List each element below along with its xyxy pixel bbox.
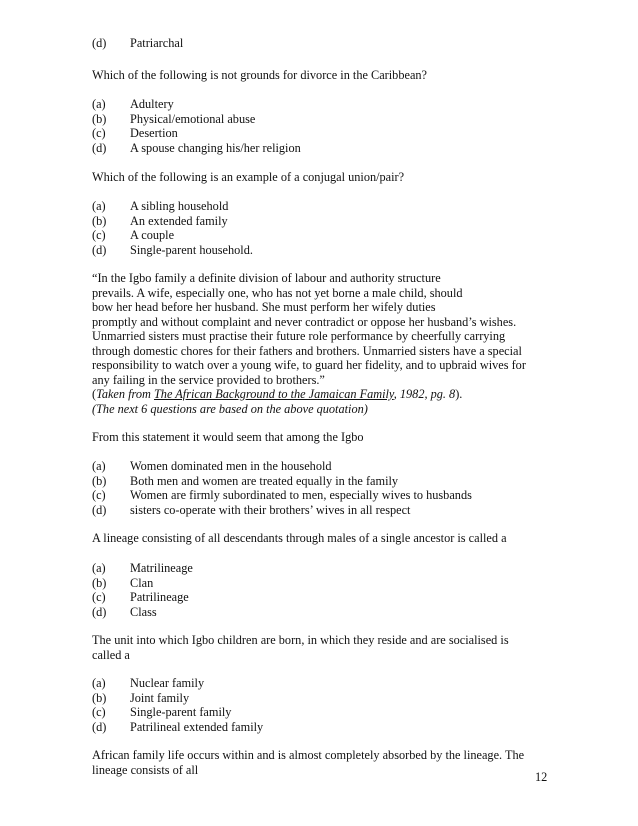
quotation-line: responsibility to watch over a young wife, to guard her fidelity, and to upbraid wives for bbox=[92, 358, 526, 372]
quotation-line: through domestic chores for their fathers and brothers. Unmarried sisters have a special bbox=[92, 343, 522, 358]
option-row bbox=[92, 691, 189, 706]
option-row bbox=[92, 503, 410, 518]
quotation-line: promptly and without complaint and never contradict or oppose her husband’s wishes. bbox=[92, 314, 517, 329]
option-label: (b) bbox=[92, 690, 107, 705]
option-label: (d) bbox=[92, 140, 107, 155]
option-row bbox=[92, 561, 193, 576]
citation-close: ). bbox=[455, 387, 463, 401]
option-label: (d) bbox=[92, 36, 107, 50]
option-label: (d) bbox=[92, 719, 107, 734]
option-label: (b) bbox=[92, 575, 107, 590]
option-row bbox=[92, 488, 472, 503]
option-row bbox=[92, 720, 263, 735]
option-row bbox=[92, 243, 253, 258]
question-stem: Which of the following is not grounds for divorce in the Caribbean? bbox=[92, 68, 428, 82]
option-text: Nuclear family bbox=[130, 676, 205, 690]
option-row bbox=[92, 112, 255, 127]
option-row bbox=[92, 214, 228, 229]
option-label: (d) bbox=[92, 502, 107, 517]
option-label: (c) bbox=[92, 488, 106, 502]
option-label: (c) bbox=[92, 590, 106, 604]
citation-prefix: Taken from bbox=[96, 387, 154, 401]
option-text: Desertion bbox=[130, 126, 178, 140]
option-text: Clan bbox=[130, 575, 154, 590]
quotation-citation bbox=[92, 387, 462, 402]
quotation-line: bow her head before her husband. She must perform her wifely duties bbox=[92, 300, 436, 314]
quotation-note bbox=[92, 402, 368, 417]
question-stem: Which of the following is an example of a conjugal union/pair? bbox=[92, 170, 405, 184]
option-text: A couple bbox=[130, 228, 175, 242]
option-text: Joint family bbox=[130, 690, 190, 705]
option-row bbox=[92, 228, 174, 243]
option-row bbox=[92, 590, 189, 605]
option-text: Patrilineal extended family bbox=[130, 719, 264, 734]
citation-open: ( bbox=[92, 387, 97, 401]
question-stem: lineage consists of all bbox=[92, 762, 199, 777]
option-row bbox=[92, 705, 231, 720]
page-number: 12 bbox=[535, 770, 548, 784]
option-row bbox=[92, 474, 398, 489]
option-text: An extended family bbox=[130, 213, 228, 228]
option-label: (d) bbox=[92, 604, 107, 619]
option-label: (c) bbox=[92, 705, 106, 719]
quotation-line: prevails. A wife, especially one, who has not yet borne a male child, should bbox=[92, 285, 463, 300]
option-text: A spouse changing his/her religion bbox=[130, 140, 301, 155]
question-stem: A lineage consisting of all descendants through males of a single ancestor is called a bbox=[92, 531, 507, 545]
option-label: (c) bbox=[92, 228, 106, 242]
option-text: Women are firmly subordinated to men, especially wives to husbands bbox=[130, 488, 472, 502]
option-label: (b) bbox=[92, 473, 107, 488]
quotation-line: “In the Igbo family a definite division of labour and authority structure bbox=[92, 271, 441, 285]
option-row bbox=[92, 126, 178, 141]
option-label: (b) bbox=[92, 111, 107, 126]
citation-title: The African Background to the Jamaican Family bbox=[153, 387, 394, 401]
question-stem: The unit into which Igbo children are born, in which they reside and are socialised is bbox=[92, 633, 509, 647]
option-text: Single-parent family bbox=[130, 705, 232, 719]
option-label: (a) bbox=[92, 97, 106, 111]
option-text: Patrilineage bbox=[130, 590, 189, 604]
option-text: sisters co-operate with their brothers’ wives in all respect bbox=[130, 502, 411, 517]
quotation-line: Unmarried sisters must practise their future role performance by cheerfully carrying bbox=[92, 329, 506, 343]
citation-suffix: , 1982, pg. 8 bbox=[393, 387, 456, 401]
option-row bbox=[92, 459, 332, 474]
option-label: (c) bbox=[92, 126, 106, 140]
option-text: Physical/emotional abuse bbox=[130, 111, 256, 126]
option-row bbox=[92, 199, 228, 214]
option-label: (a) bbox=[92, 459, 106, 473]
option-row bbox=[92, 676, 204, 691]
question-stem: called a bbox=[92, 647, 130, 662]
option-label: (b) bbox=[92, 213, 107, 228]
option-text: Class bbox=[130, 604, 157, 619]
option-row bbox=[92, 141, 301, 156]
question-stem: African family life occurs within and is almost completely absorbed by the lineage. The bbox=[92, 748, 525, 762]
option-text: Matrilineage bbox=[130, 561, 193, 575]
option-label: (d) bbox=[92, 242, 107, 257]
question-stem: From this statement it would seem that among the Igbo bbox=[92, 430, 364, 444]
option-row bbox=[92, 97, 174, 112]
option-text: Adultery bbox=[130, 97, 174, 111]
option-label: (a) bbox=[92, 676, 106, 690]
option-text: Both men and women are treated equally in the family bbox=[130, 473, 399, 488]
option-text: Patriarchal bbox=[130, 36, 184, 50]
option-row bbox=[92, 605, 157, 620]
option-text: Women dominated men in the household bbox=[130, 459, 332, 473]
option-text: Single-parent household. bbox=[130, 242, 253, 257]
option-label: (a) bbox=[92, 561, 106, 575]
quotation-note-text: (The next 6 questions are based on the above quotation) bbox=[92, 401, 368, 416]
option-row bbox=[92, 576, 153, 591]
option-label: (a) bbox=[92, 199, 106, 213]
quotation-line: any failing in the service provided to brothers.” bbox=[92, 372, 325, 387]
option-text: A sibling household bbox=[130, 199, 229, 213]
option-row bbox=[92, 36, 183, 51]
